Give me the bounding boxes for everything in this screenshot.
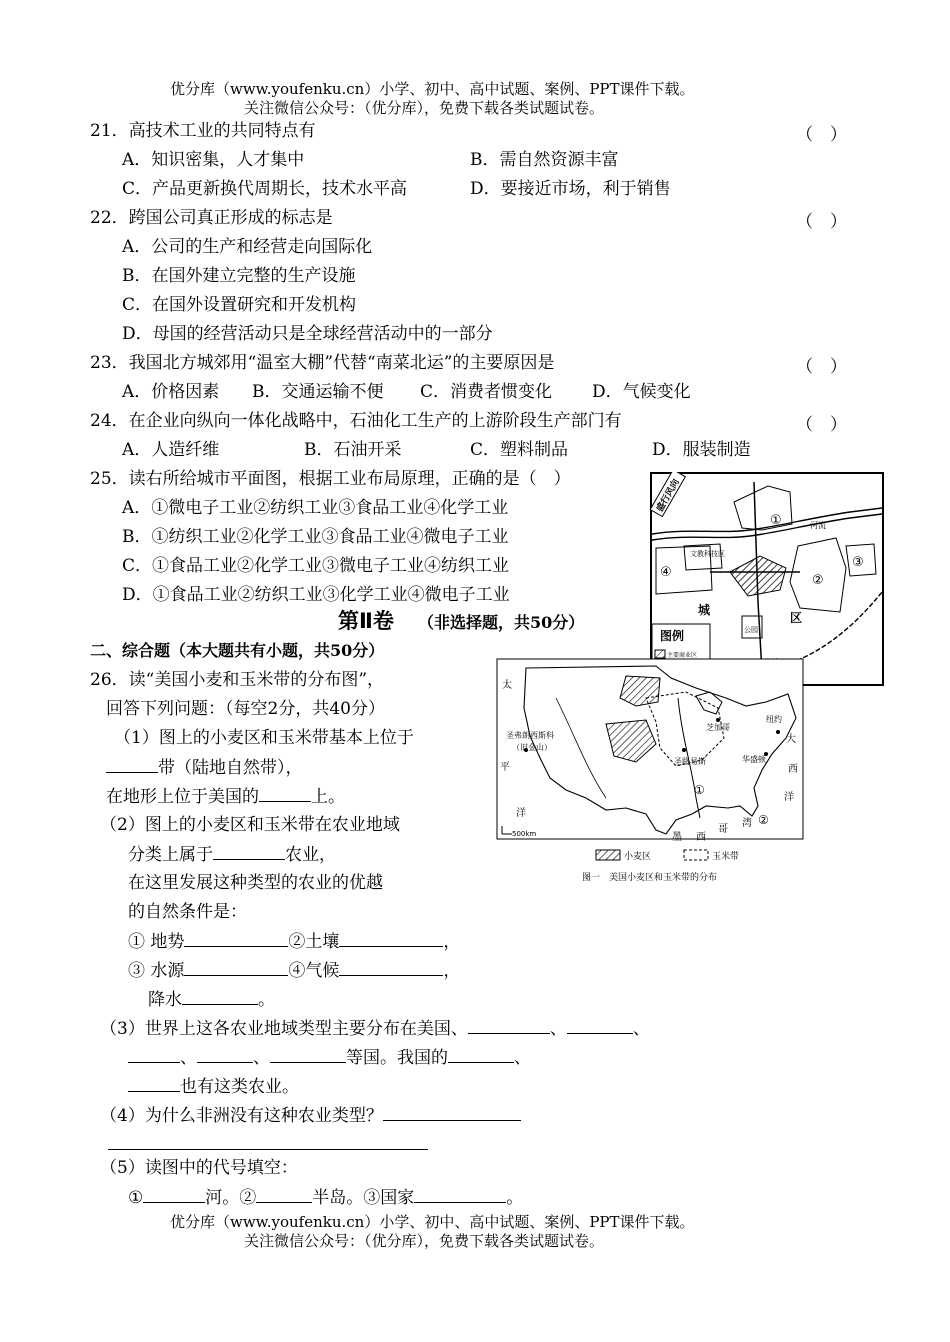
- q26-s1-b: 带（陆地自然带），: [158, 758, 303, 778]
- q26-stem-2: 回答下列问题：（每空2分，共40分）: [106, 699, 385, 719]
- atlantic-2: 西: [788, 764, 798, 775]
- q21-option-d: D．要接近市场，利于销售: [470, 179, 671, 199]
- gulf-3: 哥: [718, 824, 728, 835]
- q26-s3-line1: [100, 1017, 650, 1040]
- period: 。: [506, 1188, 524, 1208]
- blank[interactable]: [128, 1046, 180, 1063]
- blank[interactable]: [213, 843, 285, 860]
- blank[interactable]: [128, 1075, 180, 1092]
- q26-s2-a: （2）图上的小麦区和玉米带在农业地域: [100, 815, 400, 835]
- pacific-2: 平: [500, 762, 510, 773]
- q26-s4-line: [100, 1104, 521, 1127]
- map-marker-4: ④: [660, 565, 672, 580]
- scale-label: 500km: [512, 830, 537, 838]
- map-marker-3: ③: [852, 555, 864, 570]
- q26-s2-c: 农业，: [285, 845, 336, 865]
- q26-s3-b: 等国。我国的: [346, 1048, 448, 1068]
- q26-s1-line2: [106, 785, 345, 808]
- wheat-region-north: [620, 676, 660, 706]
- q26-s2-h: [148, 988, 275, 1011]
- blank[interactable]: [414, 1186, 506, 1203]
- part2-note: （非选择题，共50分）: [418, 613, 585, 632]
- q26-s1-c: 在地形上位于美国的: [106, 787, 259, 807]
- blank[interactable]: [339, 930, 443, 947]
- q24-stem: 24．在企业向纵向一体化战略中，石油化工生产的上游阶段生产部门有: [90, 411, 622, 431]
- blank[interactable]: [106, 756, 158, 773]
- q21-stem: 21．高技术工业的共同特点有: [90, 121, 316, 141]
- sep: 、: [549, 1019, 567, 1039]
- q26-s2-g: [128, 959, 460, 982]
- sep: 、: [180, 1048, 197, 1068]
- q25-stem: 25．读右所给城市平面图，根据工业布局原理，正确的是（ ）: [90, 469, 571, 489]
- q26-s3-line3: [128, 1075, 299, 1098]
- edu-zone-label: 文教科技区: [690, 550, 725, 558]
- city-map-figure: [650, 472, 884, 686]
- legend-business: 主要商业区: [667, 652, 698, 659]
- river-text: 河。②: [205, 1188, 257, 1208]
- comma: ，: [443, 932, 461, 952]
- q24-answer-paren: （ ）: [796, 415, 847, 435]
- q21-option-b: B．需自然资源丰富: [470, 150, 619, 170]
- atlantic-3: 洋: [784, 792, 794, 803]
- q21-option-c: C．产品更新换代周期长，技术水平高: [122, 179, 408, 199]
- q24-option-c: C．塑料制品: [470, 440, 569, 460]
- blank[interactable]: [383, 1104, 521, 1121]
- map-marker-1: ①: [770, 513, 782, 528]
- q26-s3-line2: [128, 1046, 531, 1069]
- newyork-label: 纽约: [766, 715, 782, 724]
- pacific-3: 洋: [516, 808, 526, 819]
- q26-s1-a: （1）图上的小麦区和玉米带基本上位于: [114, 728, 414, 748]
- q24-option-b: B．石油开采: [304, 440, 402, 460]
- sep: 、: [514, 1048, 531, 1068]
- q25-option-d: D．①食品工业②纺织工业③化学工业④微电子工业: [122, 585, 510, 605]
- q21-option-a: A．知识密集，人才集中: [122, 150, 305, 170]
- blank[interactable]: [468, 1017, 550, 1034]
- q25-option-c: C．①食品工业②化学工业③微电子工业④纺织工业: [122, 556, 510, 576]
- river-label: 河流: [810, 521, 826, 530]
- q26-s3-c: 也有这类农业。: [180, 1077, 299, 1097]
- q26-s2-f: [128, 930, 460, 953]
- blank[interactable]: [184, 959, 288, 976]
- gulf-2: 西: [696, 832, 706, 843]
- q25-option-b: B．①纺织工业②化学工业③食品工业④微电子工业: [122, 527, 509, 547]
- us-map-figure: [496, 658, 820, 888]
- rain-label: 降水: [148, 990, 182, 1010]
- q22-option-d: D．母国的经营活动只是全球经营活动中的一部分: [122, 324, 493, 344]
- gulf-1: 墨: [672, 832, 682, 843]
- blank[interactable]: [256, 1186, 312, 1203]
- header-line-1: 优分库（www.youfenku.cn）小学、初中、高中试题、案例、PPT课件下载。: [170, 80, 695, 98]
- us-marker-2: ②: [758, 813, 769, 827]
- stlouis-label: 圣路易斯: [674, 757, 706, 766]
- q22-answer-paren: （ ）: [796, 212, 847, 232]
- header-line-2: 关注微信公众号：（优分库），免费下载各类试题试卷。: [244, 99, 605, 117]
- q26-s2-line: [128, 843, 336, 866]
- legend-wheat: 小麦区: [624, 852, 652, 862]
- sep: 、: [253, 1048, 270, 1068]
- sf-label-2: （旧金山）: [512, 743, 552, 752]
- blank[interactable]: [108, 1133, 428, 1150]
- blank[interactable]: [339, 959, 443, 976]
- footer-line-1: 优分库（www.youfenku.cn）小学、初中、高中试题、案例、PPT课件下载。: [170, 1213, 695, 1231]
- soil-label: ②土壤: [288, 932, 340, 952]
- q23-stem: 23．我国北方城郊用“温室大棚”代替“南菜北运”的主要原因是: [90, 353, 555, 373]
- blank[interactable]: [270, 1046, 346, 1063]
- q26-s2-b: 分类上属于: [128, 845, 213, 865]
- us-marker-1: ①: [694, 783, 705, 797]
- q26-s1-d: 上。: [311, 787, 345, 807]
- q26-s2-d: 在这里发展这种类型的农业的优越: [128, 873, 383, 893]
- q26-s5: （5）读图中的代号填空：: [100, 1158, 298, 1178]
- q22-stem: 22．跨国公司真正形成的标志是: [90, 208, 333, 228]
- q24-option-d: D．服装制造: [652, 440, 751, 460]
- q23-option-d: D．气候变化: [592, 382, 691, 402]
- pacific-1: 太: [502, 680, 512, 691]
- q22-option-a: A．公司的生产和经营走向国际化: [122, 237, 373, 257]
- park-label: 公园: [744, 626, 758, 634]
- q26-s4-line2: [108, 1133, 428, 1156]
- q26-s4: （4）为什么非洲没有这种农业类型？: [100, 1106, 383, 1126]
- q26-s3-a: （3）世界上这各农业地域类型主要分布在美国、: [100, 1019, 468, 1039]
- q23-option-b: B．交通运输不便: [252, 382, 384, 402]
- peninsula-text: 半岛。③国家: [312, 1188, 415, 1208]
- climate-label: ④气候: [288, 961, 340, 981]
- blank[interactable]: [184, 930, 288, 947]
- q21-answer-paren: （ ）: [796, 125, 847, 145]
- q26-s1-line: [106, 756, 303, 779]
- marker-1: ①: [128, 1188, 144, 1208]
- q22-option-b: B．在国外建立完整的生产设施: [122, 266, 356, 286]
- terrain-label: ① 地势: [128, 932, 185, 952]
- q24-option-a: A．人造纤维: [122, 440, 220, 460]
- sf-label-1: 圣弗朗西斯科: [506, 731, 554, 740]
- atlantic-1: 大: [786, 734, 796, 745]
- wind-direction-label: 盛行风向: [655, 477, 682, 514]
- water-label: ③ 水源: [128, 961, 185, 981]
- gulf-4: 湾: [742, 818, 752, 829]
- q23-option-a: A．价格因素: [122, 382, 220, 402]
- chicago-label: 芝加哥: [706, 723, 730, 732]
- q23-option-c: C．消费者惯变化: [420, 382, 553, 402]
- city-label: 城: [698, 603, 711, 617]
- q26-stem-1: 26．读“美国小麦和玉米带的分布图”，: [90, 670, 385, 690]
- blank[interactable]: [448, 1046, 514, 1063]
- district-label: 区: [790, 611, 803, 625]
- legend-title: 图例: [660, 629, 685, 643]
- blank[interactable]: [259, 785, 311, 802]
- q25-option-a: A．①微电子工业②纺织工业③食品工业④化学工业: [122, 498, 509, 518]
- q26-s5-line: [128, 1186, 523, 1209]
- blank[interactable]: [567, 1017, 633, 1034]
- blank[interactable]: [182, 988, 258, 1005]
- map-marker-2: ②: [812, 573, 824, 588]
- comma: ，: [443, 961, 461, 981]
- period: 。: [258, 990, 275, 1010]
- footer-line-2: 关注微信公众号：（优分库），免费下载各类试题试卷。: [244, 1232, 605, 1250]
- q22-option-c: C．在国外设置研究和开发机构: [122, 295, 357, 315]
- q26-s2-e: 的自然条件是：: [128, 902, 247, 922]
- blank[interactable]: [197, 1046, 253, 1063]
- section-heading: 二、综合题（本大题共有小题，共50分）: [90, 641, 385, 660]
- washington-label: 华盛顿: [742, 755, 766, 764]
- q23-answer-paren: （ ）: [796, 357, 847, 377]
- legend-corn: 玉米带: [712, 852, 740, 862]
- blank[interactable]: [143, 1186, 205, 1203]
- us-map-caption: 图一 美国小麦区和玉米带的分布: [582, 873, 718, 883]
- part2-title: 第Ⅱ卷: [338, 609, 394, 633]
- sep: 、: [632, 1019, 650, 1039]
